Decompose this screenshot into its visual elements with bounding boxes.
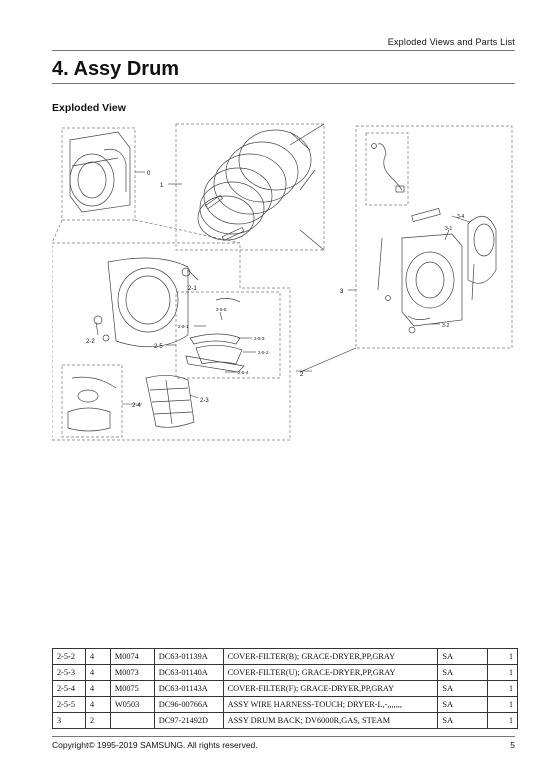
table-cell [110, 713, 154, 729]
table-cell: 4 [85, 681, 110, 697]
table-cell: M0075 [110, 681, 154, 697]
table-cell: SA [438, 649, 488, 665]
header-divider [52, 50, 515, 51]
table-cell: 2-5-4 [53, 681, 86, 697]
callout-2-5-5: 2-5-5 [216, 307, 227, 312]
parts-list-table [52, 648, 518, 729]
copyright-text: Copyright© 1995-2019 SAMSUNG. All rights reserved. [52, 740, 258, 750]
title-divider [52, 83, 515, 84]
page-number: 5 [510, 740, 515, 750]
callout-2-4: 2-4 [132, 403, 141, 409]
table-cell: DC96-00766A [154, 697, 223, 713]
table-cell: 2-5-3 [53, 665, 86, 681]
table-cell: SA [438, 697, 488, 713]
callout-2-2: 2-2 [86, 339, 95, 345]
callout-1: 1 [160, 183, 164, 189]
exploded-view-diagram [52, 118, 518, 448]
section-header: Exploded Views and Parts List [387, 37, 515, 47]
callout-2-5-1: 2-5-1 [178, 324, 189, 329]
callout-2-5-3: 2-5-3 [254, 336, 265, 341]
table-row [53, 681, 518, 697]
group-box-3 [356, 126, 512, 348]
callout-2-1: 2-1 [188, 286, 197, 292]
table-cell: ASSY WIRE HARNESS-TOUCH; DRYER-L,-,,,,,,, [223, 697, 438, 713]
table-cell: 1 [488, 665, 518, 681]
table-cell: 4 [85, 697, 110, 713]
table-cell: 1 [488, 649, 518, 665]
callout-3-4: 3-4 [457, 214, 465, 220]
table-cell: W0503 [110, 697, 154, 713]
callout-2: 2 [300, 372, 304, 378]
callout-3: 3 [340, 289, 344, 295]
callout-0: 0 [147, 171, 151, 177]
table-cell: M0073 [110, 665, 154, 681]
table-row [53, 649, 518, 665]
callout-2-3: 2-3 [200, 398, 209, 404]
table-cell: DC63-01140A [154, 665, 223, 681]
table-cell: 1 [488, 713, 518, 729]
table-cell: COVER-FILTER(F); GRACE-DRYER,PP,GRAY [223, 681, 438, 697]
callout-3-2: 3-2 [442, 323, 450, 329]
callout-2-5: 2-5 [154, 344, 163, 350]
table-cell: SA [438, 665, 488, 681]
section-subtitle: Exploded View [52, 102, 126, 114]
table-cell: DC63-01139A [154, 649, 223, 665]
footer-divider [52, 736, 515, 737]
callout-3-1: 3-1 [445, 226, 453, 232]
table-cell: SA [438, 681, 488, 697]
table-cell: DC97-21492D [154, 713, 223, 729]
table-cell: 2-5-2 [53, 649, 86, 665]
table-row [53, 713, 518, 729]
table-cell: COVER-FILTER(B); GRACE-DRYER,PP,GRAY [223, 649, 438, 665]
table-cell: ASSY DRUM BACK; DV6000R,GAS, STEAM [223, 713, 438, 729]
table-cell: 1 [488, 681, 518, 697]
table-cell: 4 [85, 649, 110, 665]
table-cell: 4 [85, 665, 110, 681]
table-cell: 1 [488, 697, 518, 713]
table-cell: DC63-01143A [154, 681, 223, 697]
callout-2-5-4: 2-5-4 [238, 370, 249, 375]
table-cell: 3 [53, 713, 86, 729]
table-row [53, 665, 518, 681]
table-row [53, 697, 518, 713]
callout-2-5-2: 2-5-2 [258, 350, 269, 355]
table-cell: 2 [85, 713, 110, 729]
table-cell: 2-5-5 [53, 697, 86, 713]
table-cell: SA [438, 713, 488, 729]
page-title: 4. Assy Drum [52, 58, 180, 80]
group-box-2-4 [62, 365, 122, 437]
table-cell: COVER-FILTER(U); GRACE-DRYER,PP,GRAY [223, 665, 438, 681]
table-cell: M0074 [110, 649, 154, 665]
